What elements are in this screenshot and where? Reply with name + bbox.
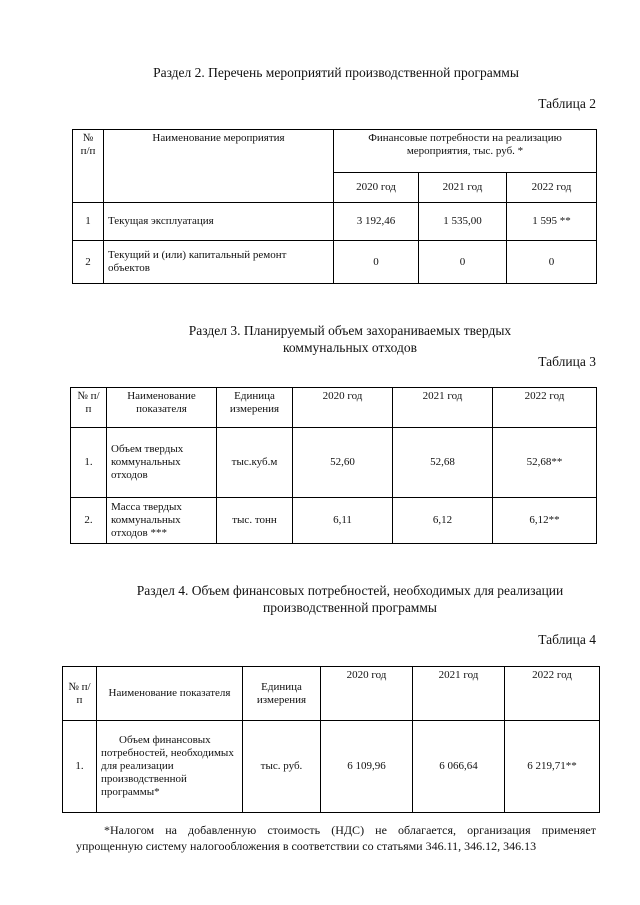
section4-heading: [90, 582, 610, 616]
table2-header-year: 2020 год: [334, 173, 419, 203]
table4-header-name: Наименование показателя: [97, 667, 243, 721]
footnote-text: *Налогом на добавленную стоимость (НДС) не облагается, организация применяет упрощенную систему налогообложения в соответствии со статьями 346.11, 346.12, 346.13: [76, 823, 596, 853]
row-name: Масса твердых коммунальных отходов ***: [107, 498, 217, 544]
section4-heading-line1: Раздел 4. Объем финансовых потребностей, необходимых для реализации: [136, 583, 564, 598]
table4-header-num: № п/п: [63, 667, 97, 721]
section4-heading-line2: производственной программы: [263, 600, 437, 615]
table4-header-year: 2021 год: [413, 667, 505, 721]
table3-header-num: № п/п: [71, 388, 107, 428]
footnote: [76, 822, 596, 854]
row-value: 6 109,96: [321, 721, 413, 813]
section3-heading-line2: коммунальных отходов: [283, 340, 417, 355]
row-unit: тыс. руб.: [243, 721, 321, 813]
table-row: [71, 498, 597, 544]
table3-header-year: 2020 год: [293, 388, 393, 428]
row-value: 52,60: [293, 428, 393, 498]
row-value: 0: [334, 241, 419, 284]
row-num: 1.: [71, 428, 107, 498]
row-name: Текущая эксплуатация: [104, 203, 334, 241]
table2-label: Таблица 2: [538, 96, 596, 111]
section3-heading: [120, 322, 580, 356]
row-value: 6,12: [393, 498, 493, 544]
table3-header-year: 2022 год: [493, 388, 597, 428]
section2-heading: Раздел 2. Перечень мероприятий производственной программы: [153, 65, 519, 80]
table-row: [73, 203, 597, 241]
table3-header-name: Наименование показателя: [107, 388, 217, 428]
table3-header-year: 2021 год: [393, 388, 493, 428]
table3-header-unit: Единица измерения: [217, 388, 293, 428]
table4-header-year: 2020 год: [321, 667, 413, 721]
row-num: 1.: [63, 721, 97, 813]
table2-header-finance: Финансовые потребности на реализацию мероприятия, тыс. руб. *: [334, 130, 597, 173]
row-num: 2: [73, 241, 104, 284]
row-value: 52,68: [393, 428, 493, 498]
row-num: 1: [73, 203, 104, 241]
row-value: 6,12**: [493, 498, 597, 544]
row-num: 2.: [71, 498, 107, 544]
table4-header-year: 2022 год: [505, 667, 600, 721]
table2-header-name: Наименование мероприятия: [104, 130, 334, 203]
row-name: Объем финансовых потребностей, необходимых для реализации производственной программы*: [97, 721, 243, 813]
table2-header-year: 2022 год: [507, 173, 597, 203]
table2-header-year: 2021 год: [419, 173, 507, 203]
table4-label: Таблица 4: [538, 632, 596, 647]
row-value: 6,11: [293, 498, 393, 544]
row-value: 1 535,00: [419, 203, 507, 241]
row-unit: тыс. тонн: [217, 498, 293, 544]
section3-heading-line1: Раздел 3. Планируемый объем захораниваемых твердых: [188, 323, 512, 338]
row-unit: тыс.куб.м: [217, 428, 293, 498]
row-value: 6 066,64: [413, 721, 505, 813]
row-name: Текущий и (или) капитальный ремонт объектов: [104, 241, 334, 284]
row-value: 6 219,71**: [505, 721, 600, 813]
table4-header-unit: Единица измерения: [243, 667, 321, 721]
row-value: 52,68**: [493, 428, 597, 498]
row-value: 1 595 **: [507, 203, 597, 241]
table3-label: Таблица 3: [538, 354, 596, 369]
row-name: Объем твердых коммунальных отходов: [107, 428, 217, 498]
table-row: [73, 241, 597, 284]
table2-header-num: № п/п: [73, 130, 104, 203]
table2: [72, 129, 597, 284]
row-value: 0: [507, 241, 597, 284]
row-value: 0: [419, 241, 507, 284]
row-value: 3 192,46: [334, 203, 419, 241]
table3: [70, 387, 597, 544]
table4: [62, 666, 600, 813]
table-row: [63, 721, 600, 813]
table-row: [71, 428, 597, 498]
